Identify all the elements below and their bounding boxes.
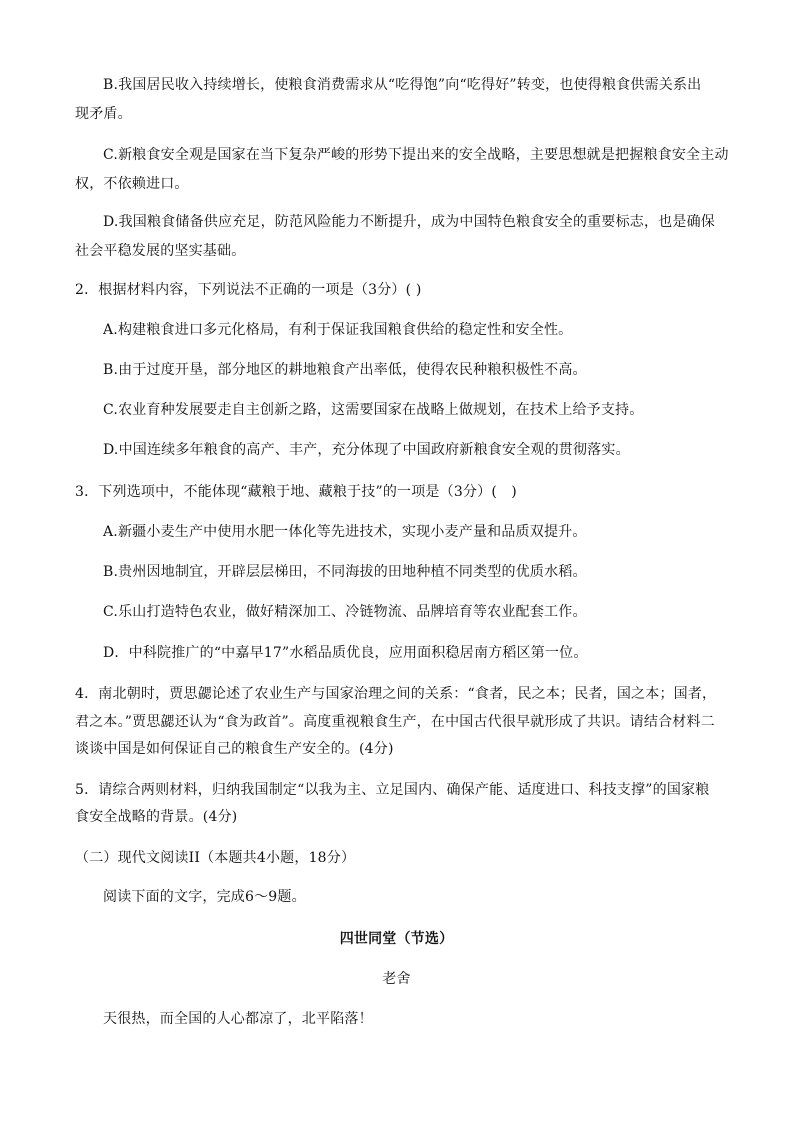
q1-option-c-line1: C.新粮食安全观是国家在当下复杂严峻的形势下提出来的安全战略，主要思想就是把握粮食安全主动 <box>103 147 729 163</box>
passage-title: 四世同堂（节选） <box>339 931 454 947</box>
q2-option-b: B.由于过度开垦，部分地区的耕地粮食产出率低，使得农民种粮积极性不高。 <box>103 362 587 378</box>
q2-option-d: D.中国连续多年粮食的高产、丰产，充分体现了中国政府新粮食安全观的贯彻落实。 <box>103 442 630 458</box>
q5-line1: 5．请综合两则材料，归纳我国制定“以我为主、立足国内、确保产能、适度进口、科技支撑”的国家粮 <box>75 782 710 798</box>
q3-option-a: A.新疆小麦生产中使用水肥一体化等先进技术，实现小麦产量和品质双提升。 <box>103 524 587 540</box>
q1-option-c-line2: 权，不依赖进口。 <box>75 176 189 192</box>
q3-option-c: C.乐山打造特色农业，做好精深加工、冷链物流、品牌培育等农业配套工作。 <box>103 604 587 620</box>
q3-stem: 3．下列选项中，不能体现“藏粮于地、藏粮于技”的一项是（3分）( ) <box>75 484 517 500</box>
q4-line3: 谈谈中国是如何保证自己的粮食生产安全的。(4分) <box>75 741 394 757</box>
passage-author: 老舍 <box>382 971 411 987</box>
q3-option-d: D．中科院推广的“中嘉早17”水稻品质优良，应用面积稳居南方稻区第一位。 <box>103 645 588 661</box>
passage-first-paragraph: 天很热，而全国的人心都凉了，北平陷落！ <box>103 1011 373 1027</box>
q3-option-b: B.贵州因地制宜，开辟层层梯田，不同海拔的田地种植不同类型的优质水稻。 <box>103 564 587 580</box>
q1-option-b-line2: 现矛盾。 <box>75 106 132 122</box>
q4-line1: 4．南北朝时，贾思勰论述了农业生产与国家治理之间的关系：“食者，民之本；民者，国之本；国者， <box>75 686 717 702</box>
q2-option-a: A.构建粮食进口多元化格局，有利于保证我国粮食供给的稳定性和安全性。 <box>103 322 573 338</box>
q1-option-d-line2: 社会平稳发展的坚实基础。 <box>75 243 246 259</box>
q1-option-b-line1: B.我国居民收入持续增长，使粮食消费需求从“吃得饱”向“吃得好”转变，也使得粮食供需关系出 <box>103 77 702 93</box>
q2-stem: 2．根据材料内容，下列说法不正确的一项是（3分）( ) <box>75 282 422 298</box>
q2-option-c: C.农业育种发展要走自主创新之路，这需要国家在战略上做规划，在技术上给予支持。 <box>103 402 644 418</box>
q4-line2: 君之本。”贾思勰还认为“食为政首”。高度重视粮食生产，在中国古代很早就形成了共识。请结合材料二 <box>75 714 715 730</box>
section-heading: （二）现代文阅读II（本题共4小题，18分） <box>75 850 356 866</box>
reading-instruction: 阅读下面的文字，完成6～9题。 <box>103 889 306 905</box>
q1-option-d-line1: D.我国粮食储备供应充足，防范风险能力不断提升，成为中国特色粮食安全的重要标志，也是确保 <box>103 214 715 230</box>
q5-line2: 食安全战略的背景。(4分) <box>75 809 238 825</box>
